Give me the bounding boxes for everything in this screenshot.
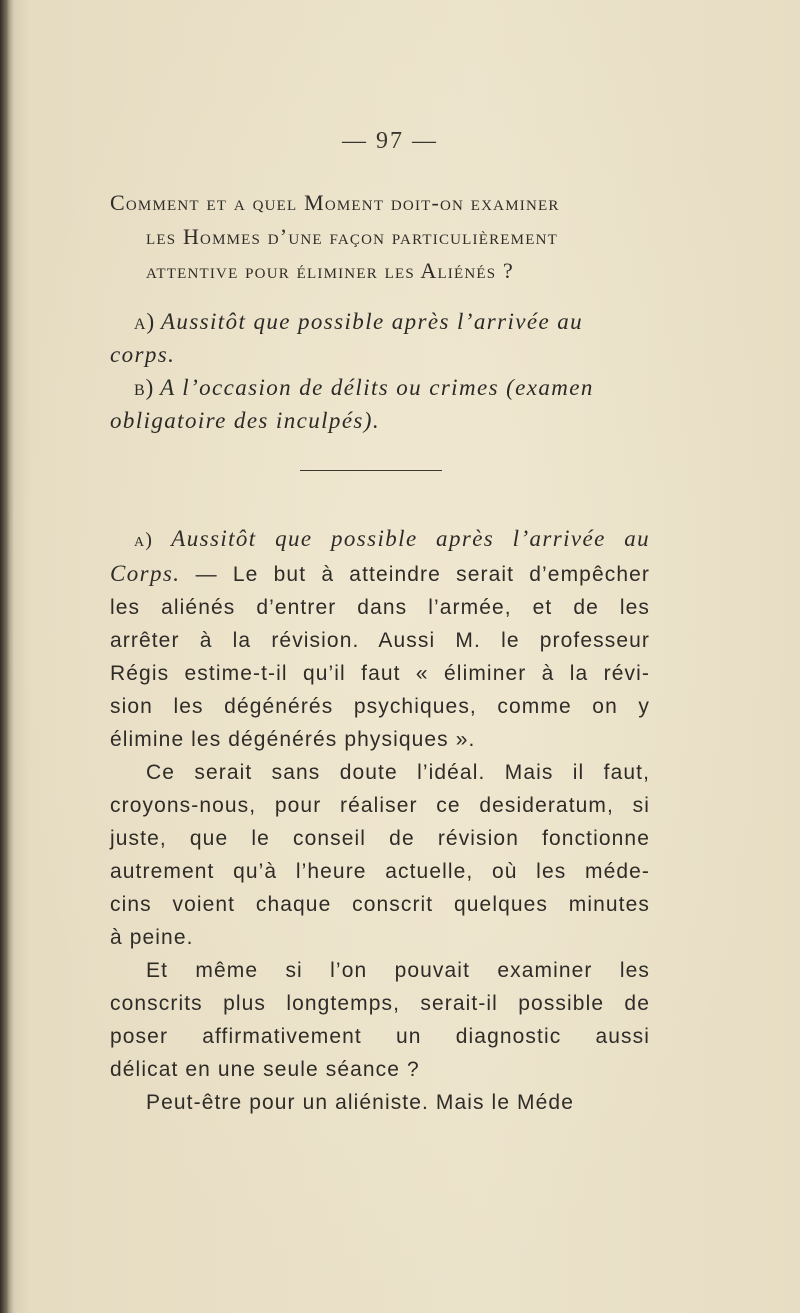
heading-line-2: les Hommes d’une façon particulièrement <box>146 224 558 249</box>
paragraph-1-line-6: sion les dégénérés psychiques, comme on y <box>110 695 650 718</box>
paragraph-2-line-3: juste, que le conseil de révision fonctionne <box>110 827 650 850</box>
list-item-a <box>110 305 650 371</box>
paragraph-1-marker: a) <box>134 529 153 551</box>
list-item-a-line-1: Aussitôt que possible après l’arrivée au <box>160 309 584 334</box>
paragraph-2-line-5: cins voient chaque conscrit quelques minutes <box>110 893 650 916</box>
heading-line-3: attentive pour éliminer les Aliénés ? <box>146 258 514 283</box>
paragraph-3-line-2: conscrits plus longtemps, serait-il possible de <box>110 992 650 1015</box>
paragraph-1-line-2-rest: — Le but à atteindre serait d’empêcher <box>180 563 650 586</box>
paragraph-1-italic-2: Corps. <box>110 561 181 586</box>
list-item-b-line-2: obligatoire des inculpés). <box>110 408 380 433</box>
section-divider <box>300 470 442 471</box>
paragraph-2-line-4: autrement qu’à l’heure actuelle, où les méde- <box>110 860 650 883</box>
paragraph-1-line-7: élimine les dégénérés physiques ». <box>110 728 476 751</box>
heading-line-1: Comment et a quel Moment doit-on examiner <box>110 190 560 215</box>
list-marker-b: b) <box>134 375 155 400</box>
paragraph-4-line-1: Peut-être pour un aliéniste. Mais le Méde <box>146 1091 574 1114</box>
list-marker-a: a) <box>134 309 156 334</box>
paragraph-1-line-2 <box>110 557 650 591</box>
paragraph-1-line-1 <box>110 522 650 557</box>
list-item-a-line-2: corps. <box>110 342 176 367</box>
paragraph-2-line-1: Ce serait sans doute l’idéal. Mais il faut, <box>146 761 650 784</box>
body-text <box>110 522 650 1119</box>
paragraph-2-line-2: croyons-nous, pour réaliser ce desideratum, si <box>110 794 650 817</box>
paragraph-1-italic: Aussitôt que possible après l’arrivée au <box>171 526 651 551</box>
paragraph-2-line-6: à peine. <box>110 926 194 949</box>
paragraph-3-line-1: Et même si l’on pouvait examiner les <box>146 959 650 982</box>
page-number: — 97 — <box>342 128 438 154</box>
summary-list <box>110 305 650 437</box>
list-item-b-line-1: A l’occasion de délits ou crimes (examen <box>160 375 594 400</box>
paragraph-1-line-4: arrêter à la révision. Aussi M. le professeur <box>110 629 650 652</box>
section-heading <box>110 186 670 288</box>
book-spine-shadow <box>0 0 9 1313</box>
paragraph-1-line-5: Régis estime-t-il qu’il faut « éliminer à la révi- <box>110 662 650 685</box>
paragraph-3-line-4: délicat en une seule séance ? <box>110 1058 420 1081</box>
paragraph-3-line-3: poser affirmativement un diagnostic aussi <box>110 1025 650 1048</box>
paragraph-1-line-3: les aliénés d’entrer dans l’armée, et de les <box>110 596 650 619</box>
list-item-b <box>110 371 650 437</box>
